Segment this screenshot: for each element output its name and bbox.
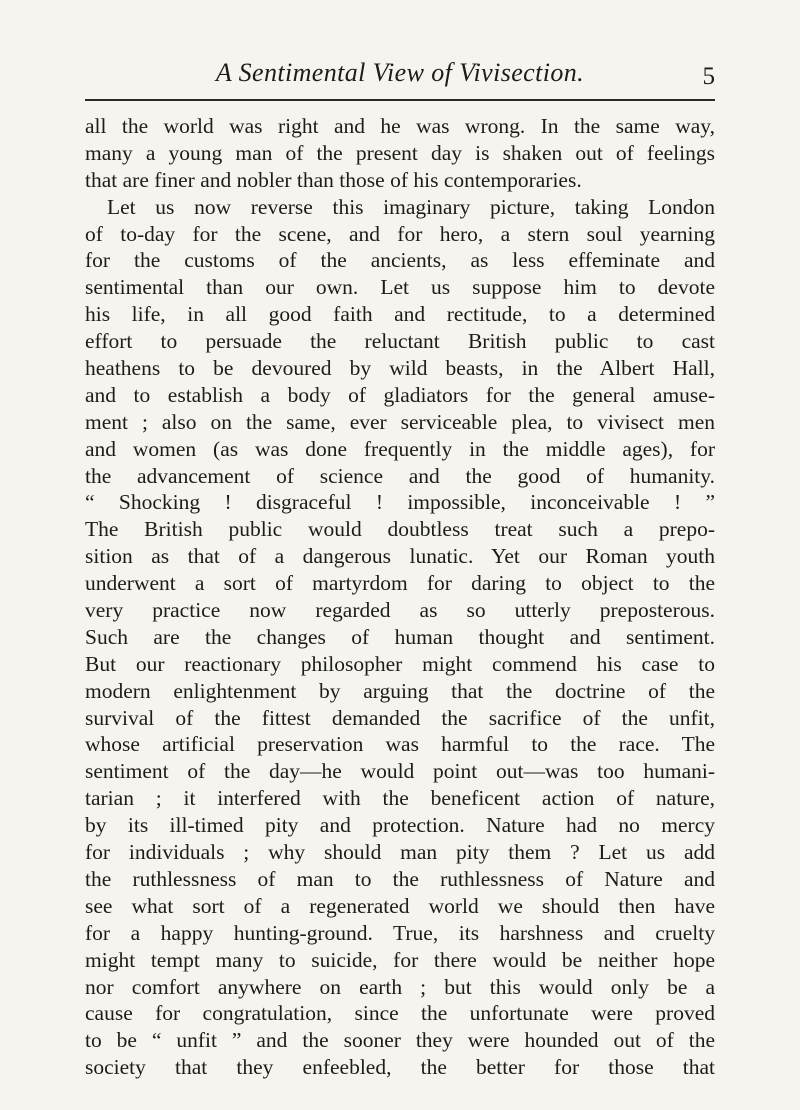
header-rule bbox=[85, 99, 715, 101]
text-line: whose artificial preservation was harmful to the race. The bbox=[85, 732, 715, 757]
page-number: 5 bbox=[702, 63, 715, 90]
text-line: sentimental than our own. Let us suppose him to devote bbox=[85, 275, 715, 300]
text-line: and to establish a body of gladiators for the general amuse- bbox=[85, 382, 715, 407]
text-line: ment ; also on the same, ever serviceable plea, to vivisect men bbox=[85, 409, 715, 434]
text-line: that are finer and nobler than those of his contemporaries. bbox=[85, 167, 582, 192]
body-text bbox=[85, 113, 715, 1081]
text-line: by its ill-timed pity and protection. Nature had no mercy bbox=[85, 813, 715, 838]
text-line: modern enlightenment by arguing that the doctrine of the bbox=[85, 678, 715, 703]
text-line: underwent a sort of martyrdom for daring to object to the bbox=[85, 571, 715, 596]
text-line: very practice now regarded as so utterly preposterous. bbox=[85, 598, 715, 623]
text-line: for individuals ; why should man pity them ? Let us add bbox=[85, 840, 715, 865]
text-line: sentiment of the day—he would point out—was too humani- bbox=[85, 759, 715, 784]
text-line: to be “ unfit ” and the sooner they were hounded out of the bbox=[85, 1028, 715, 1053]
text-line: all the world was right and he was wrong. In the same way, bbox=[85, 114, 715, 138]
text-line: the advancement of science and the good of humanity. bbox=[85, 463, 715, 488]
running-title: A Sentimental View of Vivisection. bbox=[215, 58, 585, 87]
text-line: of to-day for the scene, and for hero, a stern soul yearning bbox=[85, 221, 715, 246]
text-line: effort to persuade the reluctant British public to cast bbox=[85, 329, 715, 354]
text-line: “ Shocking ! disgraceful ! impossible, inconceivable ! ” bbox=[85, 490, 715, 515]
text-line: for a happy hunting-ground. True, its harshness and cruelty bbox=[85, 920, 715, 945]
text-line: his life, in all good faith and rectitude, to a determined bbox=[85, 302, 715, 327]
text-line: Such are the changes of human thought and sentiment. bbox=[85, 624, 715, 649]
text-line: The British public would doubtless treat such a prepo- bbox=[85, 517, 715, 542]
text-line: But our reactionary philosopher might commend his case to bbox=[85, 651, 715, 676]
running-head bbox=[85, 58, 715, 92]
text-line: society that they enfeebled, the better for those that bbox=[85, 1055, 715, 1080]
text-line: cause for congratulation, since the unfortunate were proved bbox=[85, 1001, 715, 1026]
text-line: the ruthlessness of man to the ruthlessness of Nature and bbox=[85, 866, 715, 891]
text-line: Let us now reverse this imaginary picture, taking London bbox=[107, 194, 715, 219]
text-line: many a young man of the present day is shaken out of feelings bbox=[85, 140, 715, 165]
text-line: tarian ; it interfered with the beneficent action of nature, bbox=[85, 786, 715, 811]
text-line: sition as that of a dangerous lunatic. Yet our Roman youth bbox=[85, 544, 715, 569]
text-line: and women (as was done frequently in the middle ages), for bbox=[85, 436, 715, 461]
text-line: survival of the fittest demanded the sacrifice of the unfit, bbox=[85, 705, 715, 730]
text-line: see what sort of a regenerated world we should then have bbox=[85, 893, 715, 918]
text-line: heathens to be devoured by wild beasts, in the Albert Hall, bbox=[85, 356, 715, 381]
text-line: might tempt many to suicide, for there would be neither hope bbox=[85, 947, 715, 972]
text-line: for the customs of the ancients, as less effeminate and bbox=[85, 248, 715, 273]
text-line: nor comfort anywhere on earth ; but this would only be a bbox=[85, 974, 715, 999]
